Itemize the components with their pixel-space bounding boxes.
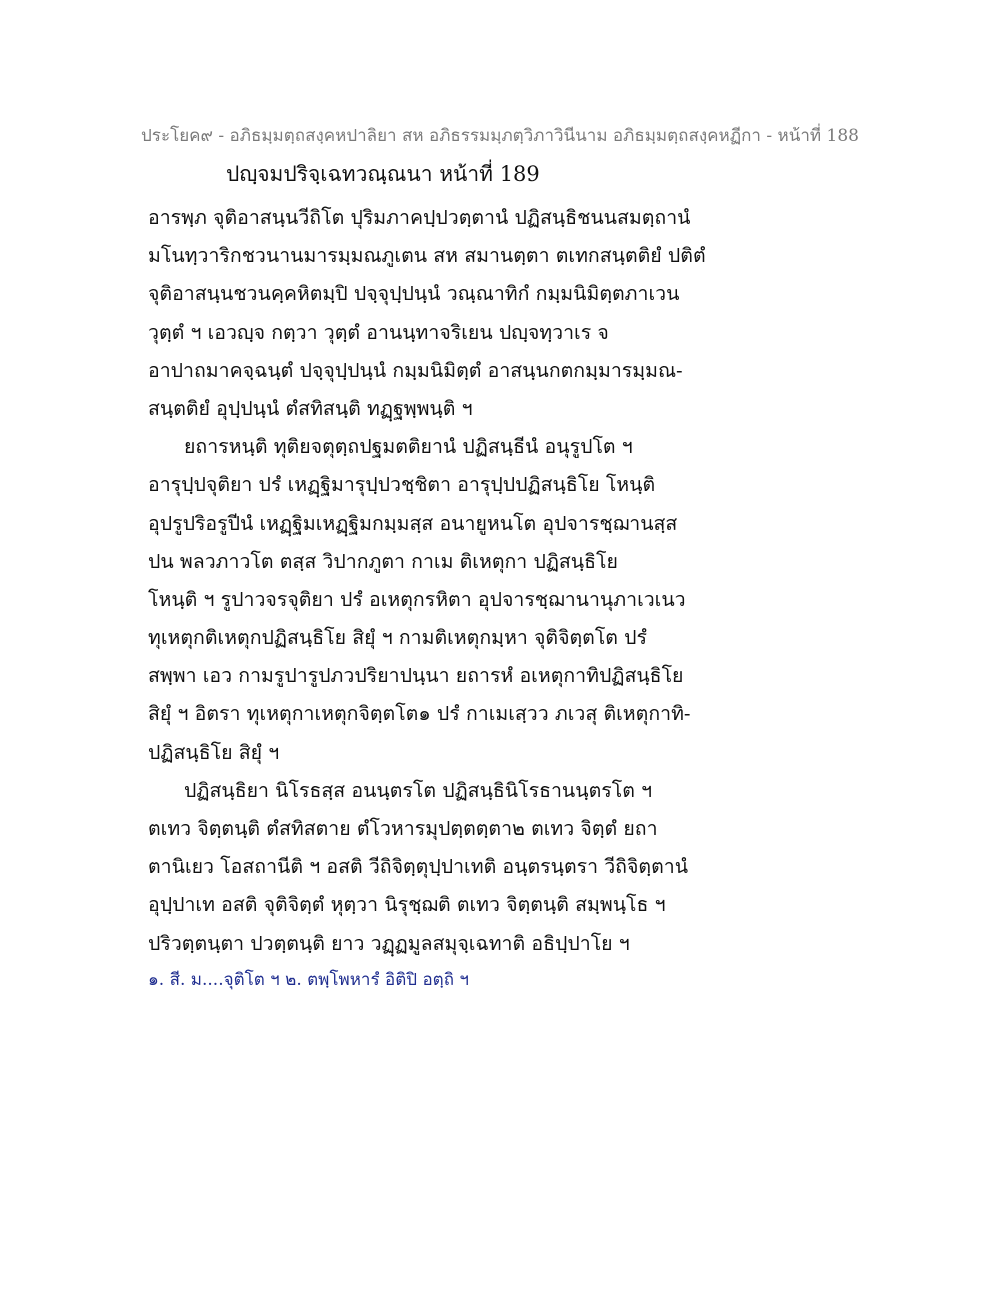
paragraph-2-line-5: โหนฺติ ฯ รูปาวจรจุติยา ปรํ อเหตุกรหิตา อุปจารชฺฌานานุภาเวเนว [148, 587, 686, 611]
running-header: ประโยค๙ - อภิธมฺมตฺถสงฺคหปาลิยา สห อภิธรรมมฺภตฺวิภาวินีนาม อภิธมฺมตฺถสงฺคหฏีกา - หน้าที่ 188 [141, 126, 859, 146]
paragraph-1-line-2: มโนทฺวาริกชวนานมารมฺมณภูเตน สห สมานตฺตา ตเทกสนฺตติยํ ปติตํ [148, 244, 706, 268]
paragraph-3-line-2: ตเทว จิตฺตนฺติ ตํสทิสตาย ตํโวหารมุปตฺตตฺตา๒ ตเทว จิตฺตํ ยถา [148, 817, 658, 840]
body-text [148, 199, 708, 963]
paragraph-1-line-4: วุตฺตํ ฯ เอวญฺจ กตฺวา วุตฺตํ อานนฺทาจริเยน ปญฺจทฺวาเร จ [148, 320, 609, 344]
paragraph-2-line-3: อุปรูปริอรูปีนํ เหฏฺฐิมเหฏฺฐิมกมฺมสฺส อนายูหนโต อุปจารชฺฌานสฺส [148, 511, 678, 535]
paragraph-2-line-4: ปน พลวภาวโต ตสฺส วิปากภูตา กาเม ติเหตุกา ปฏิสนฺธิโย [148, 549, 618, 573]
footnotes: ๑. สี. ม....จุติโต ฯ ๒. ตพฺโพหารํ อิติปิ อตฺถิ ฯ [148, 970, 469, 990]
paragraph-2-line-6: ทุเหตุกติเหตุกปฏิสนฺธิโย สิยุํ ฯ กามติเหตุกมฺหา จุติจิตฺตโต ปรํ [148, 626, 648, 650]
section-heading: ปญฺจมปริจฺเฉทวณฺณนา หน้าที่ 189 [226, 162, 540, 186]
paragraph-2-line-9: ปฏิสนฺธิโย สิยุํ ฯ [148, 740, 280, 764]
paragraph-1-line-1: อารพฺภ จุติอาสนฺนวีถิโต ปุริมภาคปฺปวตฺตานํ ปฏิสนฺธิชนนสมตฺถานํ [148, 206, 691, 229]
paragraph-3-line-5: ปริวตฺตนฺตา ปวตฺตนฺติ ยาว วฏฺฏมูลสมุจฺเฉทาติ อธิปฺปาโย ฯ [148, 931, 630, 955]
paragraph-3-line-3: ตานิเยว โอสถานีติ ฯ อสติ วีถิจิตฺตุปฺปาเทติ อนฺตรนฺตรา วีถิจิตฺตานํ [148, 855, 689, 879]
paragraph-1-line-3: จุติอาสนฺนชวนคฺคหิตมฺปิ ปจฺจุปฺปนฺนํ วณฺณาทิกํ กมฺมนิมิตฺตภาเวน [148, 282, 680, 306]
paragraph-2-line-1: ยถารหนฺติ ทุติยจตุตฺถปฐมตติยานํ ปฏิสนฺธีนํ อนุรูปโต ฯ [184, 435, 633, 459]
paragraph-1-line-6: สนฺตติยํ อุปฺปนฺนํ ตํสทิสนฺติ ทฏฺฐพฺพนฺติ ฯ [148, 396, 473, 420]
paragraph-1-line-5: อาปาถมาคจฺฉนฺตํ ปจฺจุปฺปนฺนํ กมฺมนิมิตฺตํ อาสนฺนกตกมฺมารมฺมณ- [148, 358, 683, 382]
paragraph-3-line-1: ปฏิสนฺธิยา นิโรธสฺส อนนฺตรโต ปฏิสนฺธินิโรธานนฺตรโต ฯ [184, 778, 653, 802]
paragraph-2-line-8: สิยุํ ฯ อิตรา ทุเหตุกาเหตุกจิตฺตโต๑ ปรํ กาเมเสฺวว ภเวสุ ติเหตุกาทิ- [148, 702, 691, 726]
paragraph-3-line-4: อุปฺปาเท อสติ จุติจิตฺตํ หุตฺวา นิรุชฺฌติ ตเทว จิตฺตนฺติ สมฺพนฺโธ ฯ [148, 893, 666, 917]
paragraph-2-line-2: อารุปฺปจุติยา ปรํ เหฏฺฐิมารุปฺปวชฺชิตา อารุปฺปปฏิสนฺธิโย โหนฺติ [148, 473, 656, 497]
paragraph-2-line-7: สพฺพา เอว กามรูปารูปภวปริยาปนฺนา ยถารหํ อเหตุกาทิปฏิสนฺธิโย [148, 664, 684, 688]
